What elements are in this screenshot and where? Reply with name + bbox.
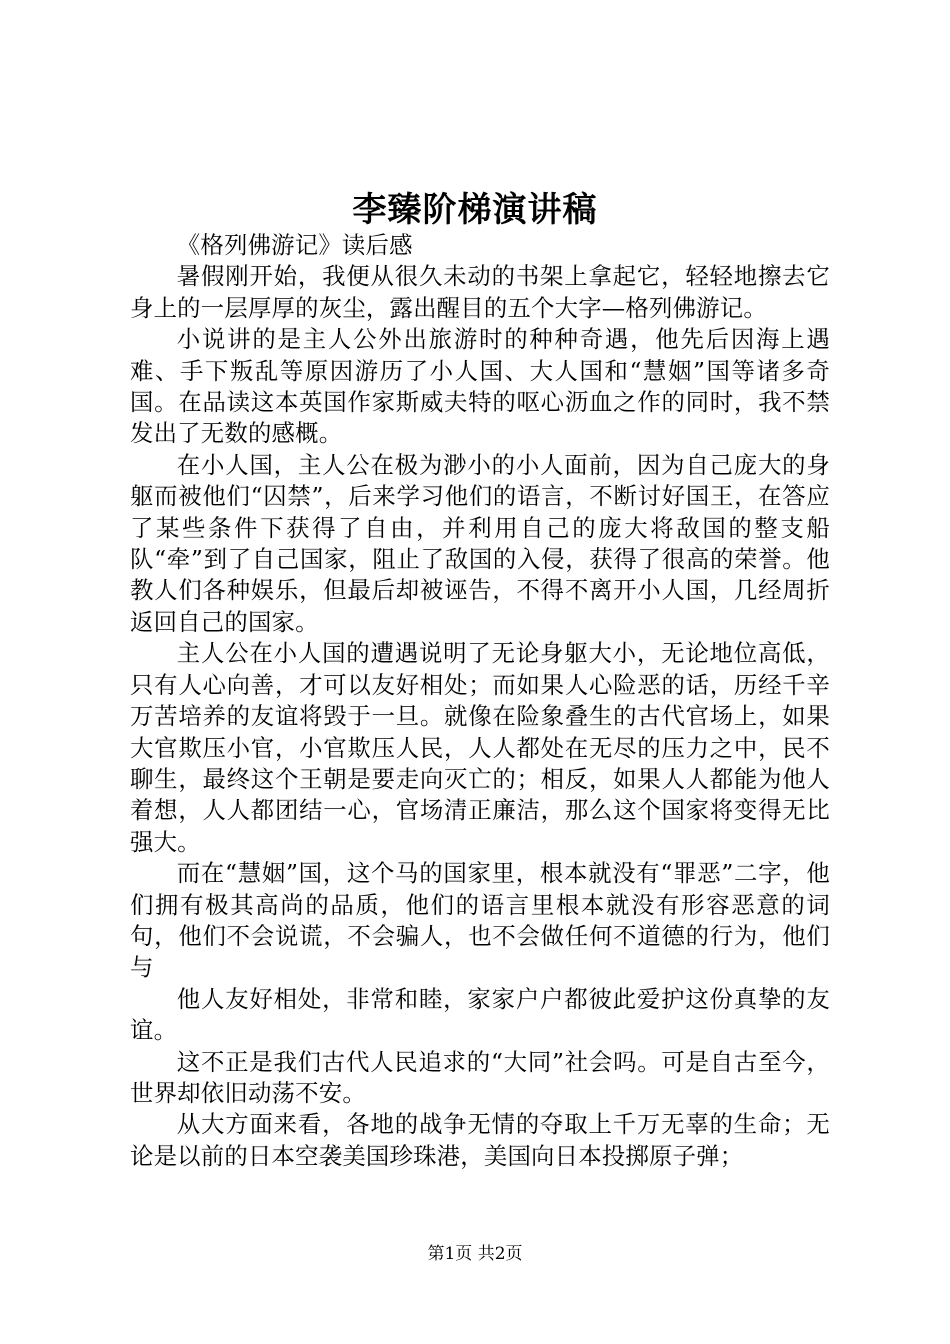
paragraph: 而在“慧姻”国，这个马的国家里，根本就没有“罪恶”二字，他们拥有极其高尚的品质，他们的语言里根本就没有形容恶意的词句，他们不会说谎，不会骗人，也不会做任何不道德的行为，他们与 (130, 859, 830, 982)
document-title: 李臻阶梯演讲稿 (352, 190, 598, 230)
paragraph: 主人公在小人国的遭遇说明了无论身躯大小，无论地位高低，只有人心向善，才可以友好相处；而如果人心险恶的话，历经千辛万苦培养的友谊将毁于一旦。就像在险象叠生的古代官场上，如果大官欺压小官，小官欺压人民，人人都处在无尽的压力之中，民不聊生，最终这个王朝是要走向灭亡的；相反，如果人人都能为他人着想，人人都团结一心，官场清正廉洁，那么这个国家将变得无比强大。 (130, 639, 830, 856)
paragraph: 在小人国，主人公在极为渺小的小人面前，因为自己庞大的身躯而被他们“囚禁”，后来学习他们的语言，不断讨好国王，在答应了某些条件下获得了自由，并利用自己的庞大将敌国的整支船队“牵”到了自己国家，阻止了敌国的入侵，获得了很高的荣誉。他教人们各种娱乐，但最后却被诬告，不得不离开小人国，几经周折返回自己的国家。 (130, 450, 830, 636)
document-body (130, 230, 830, 1172)
paragraph-subtitle: 《格列佛游记》读后感 (176, 231, 413, 259)
paragraph: 这不正是我们古代人民追求的“大同”社会吗。可是自古至今，世界却依旧动荡不安。 (130, 1047, 830, 1107)
paragraph: 暑假刚开始，我便从很久未动的书架上拿起它，轻轻地擦去它身上的一层厚厚的灰尘，露出醒目的五个大字—格列佛游记。 (130, 262, 830, 322)
page-footer: 第1页 共2页 (427, 1244, 523, 1264)
paragraph: 他人友好相处，非常和睦，家家户户都彼此爱护这份真挚的友谊。 (130, 984, 830, 1045)
paragraph: 小说讲的是主人公外出旅游时的种种奇遇，他先后因海上遇难、手下叛乱等原因游历了小人国、大人国和“慧姻”国等诸多奇国。在品读这本英国作家斯威夫特的呕心沥血之作的同时，我不禁发出了无数的感概。 (130, 325, 830, 448)
paragraph: 从大方面来看，各地的战争无情的夺取上千万无辜的生命；无论是以前的日本空袭美国珍珠港，美国向日本投掷原子弹； (130, 1110, 830, 1170)
